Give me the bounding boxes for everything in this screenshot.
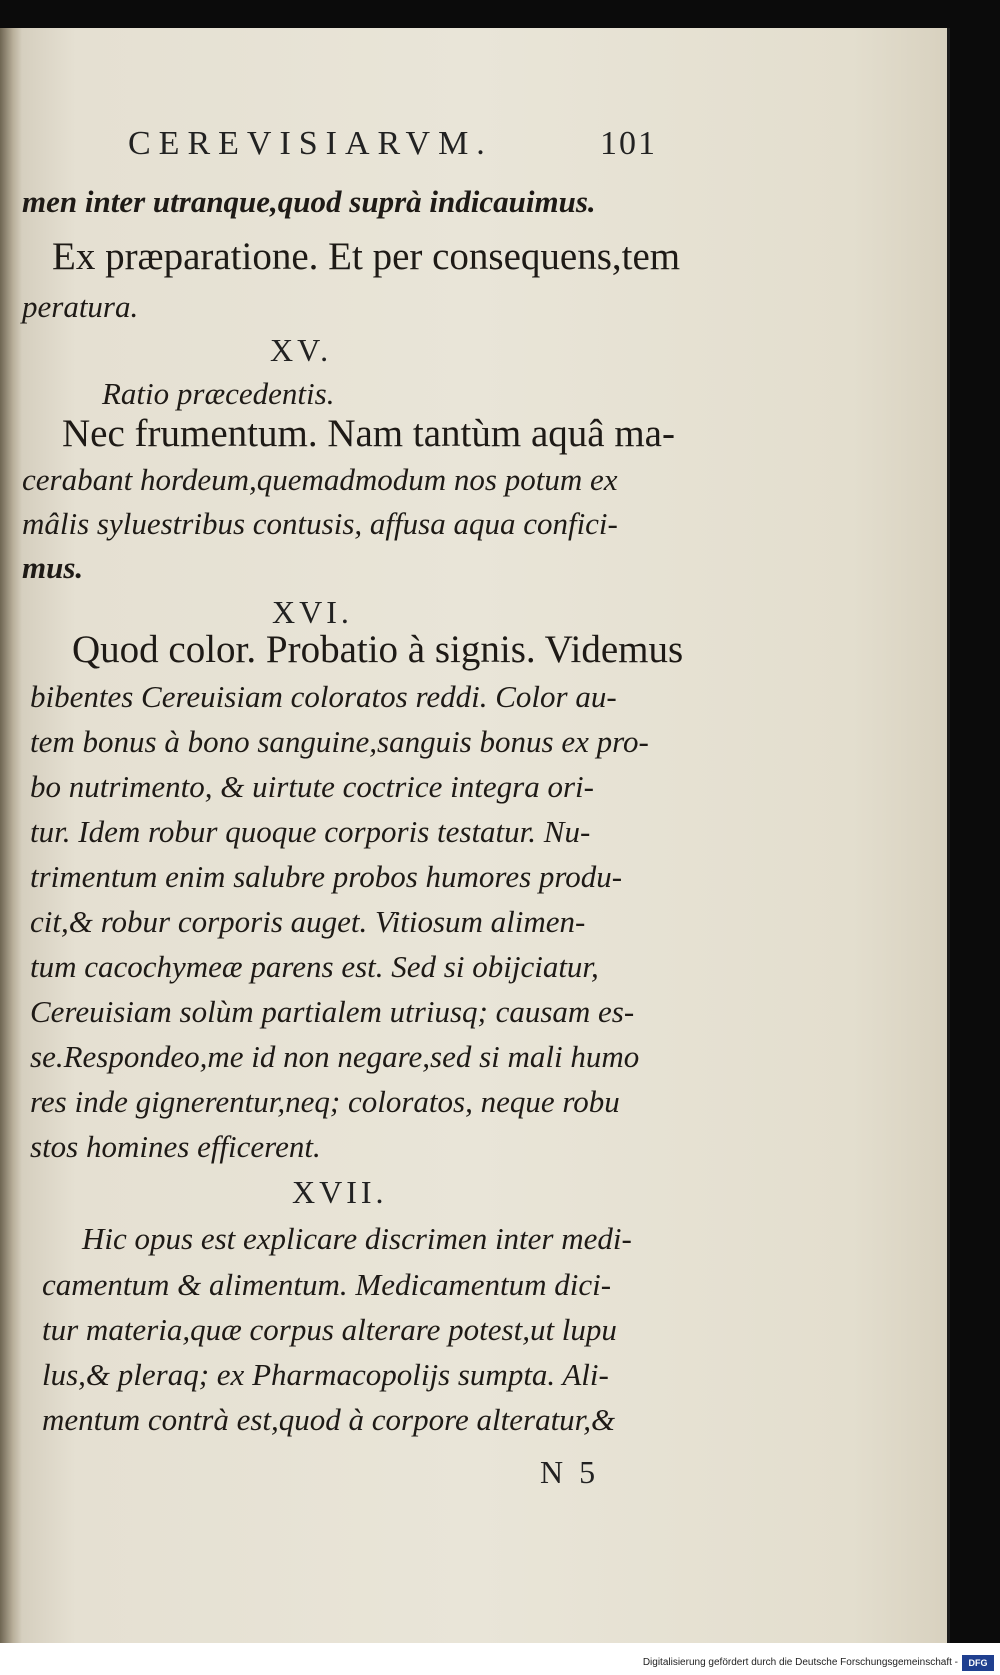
section-number: XVI.: [272, 594, 353, 630]
spine-shadow: [0, 28, 22, 1643]
text-line: cerabant hordeum,quemadmodum nos potum ex: [22, 462, 618, 497]
text-line: men inter utranque,quod suprà indicauimus.: [22, 184, 596, 219]
text-line: trimentum enim salubre probos humores produ-: [30, 859, 623, 894]
text-line: stos homines efficerent.: [30, 1129, 321, 1164]
signature-mark: N 5: [540, 1454, 600, 1490]
digitization-credit: Digitalisierung gefördert durch die Deutsche Forschungsgemeinschaft -: [642, 1657, 958, 1668]
text-line: camentum & alimentum. Medicamentum dici-: [42, 1267, 612, 1302]
text-line: tem bonus à bono sanguine,sanguis bonus ex pro-: [30, 724, 649, 759]
running-title: CEREVISIARVM.: [128, 125, 493, 162]
text-line: tur materia,quæ corpus alterare potest,ut lupu: [42, 1312, 617, 1347]
text-line: mâlis syluestribus contusis, affusa aqua confici-: [22, 506, 618, 541]
text-line: Nec frumentum. Nam tantùm aquâ ma-: [62, 412, 675, 455]
text-line: bibentes Cereuisiam coloratos reddi. Color au-: [30, 679, 617, 714]
book-page: [0, 28, 950, 1643]
text-line: bo nutrimento, & uirtute coctrice integra ori-: [30, 769, 594, 804]
text-line: tur. Idem robur quoque corporis testatur. Nu-: [30, 814, 591, 849]
text-line: lus,& pleraq; ex Pharmacopolijs sumpta. Ali-: [42, 1357, 609, 1392]
section-number: XVII.: [292, 1174, 388, 1210]
text-line: cit,& robur corporis auget. Vitiosum alimen-: [30, 904, 586, 939]
section-heading: Ratio præcedentis.: [102, 376, 335, 411]
text-line: mentum contrà est,quod à corpore alteratur,&: [42, 1402, 616, 1437]
text-line: Hic opus est explicare discrimen inter medi-: [82, 1221, 632, 1256]
dfg-logo: DFG: [962, 1655, 994, 1671]
text-line: res inde gignerentur,neq; coloratos, neque robu: [30, 1084, 620, 1119]
text-line: peratura.: [22, 289, 139, 324]
text-line: Cereuisiam solùm partialem utriusq; causam es-: [30, 994, 635, 1029]
text-line: Ex præparatione. Et per consequens,tem: [52, 235, 681, 278]
text-line: tum cacochymeæ parens est. Sed si obijciatur,: [30, 949, 599, 984]
text-line: mus.: [22, 550, 84, 585]
section-number: XV.: [270, 332, 333, 368]
text-line: se.Respondeo,me id non negare,sed si mali humo: [30, 1039, 640, 1074]
page-number: 101: [600, 125, 657, 162]
text-line: Quod color. Probatio à signis. Videmus: [72, 628, 684, 671]
